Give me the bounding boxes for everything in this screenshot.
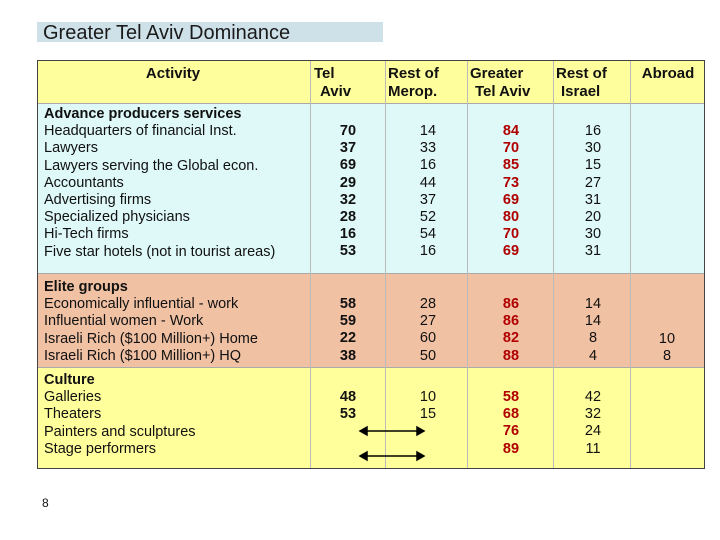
header-activity: Activity: [145, 65, 201, 82]
cell: 24: [584, 423, 602, 440]
cell: 48: [339, 389, 357, 405]
row-label: Theaters: [44, 406, 102, 423]
cell: 58: [502, 389, 520, 405]
cell: 31: [584, 243, 602, 260]
tel-aviv-values: [323, 123, 373, 261]
cell: 27: [584, 174, 602, 191]
cell: 16: [419, 157, 437, 174]
rest-israel-values: [568, 296, 618, 365]
rest-merop-values: [403, 123, 453, 261]
cell: 29: [339, 174, 357, 191]
cell: 82: [502, 330, 520, 347]
header-abroad: Abroad: [641, 65, 695, 82]
cell: 30: [584, 140, 602, 157]
arrow-head-icon: [417, 452, 424, 460]
cell: 14: [419, 123, 437, 139]
cell: 16: [339, 226, 357, 243]
cell: 68: [502, 406, 520, 423]
header-rest-merop: Rest of Merop.: [388, 65, 439, 100]
cell: 28: [339, 208, 357, 225]
dominance-table: [37, 60, 705, 469]
row-label: Galleries: [44, 389, 102, 406]
cell: 86: [502, 296, 520, 312]
cell: 15: [584, 157, 602, 174]
cell: 69: [502, 191, 520, 208]
arrow-head-icon: [417, 427, 424, 435]
group-heading: Advance producers services: [44, 106, 242, 122]
greater-tel-aviv-values: [486, 123, 536, 261]
cell: 84: [502, 123, 520, 139]
cell: 32: [584, 406, 602, 423]
row-label: Specialized physicians: [44, 209, 190, 226]
cell: 44: [419, 174, 437, 191]
cell: 8: [588, 330, 598, 347]
cell: 54: [419, 226, 437, 243]
cell: 60: [419, 330, 437, 347]
rest-israel-values: [568, 123, 618, 261]
cell: 31: [584, 191, 602, 208]
column-divider: [467, 61, 468, 468]
cell: 28: [419, 296, 437, 312]
cell: 76: [502, 423, 520, 440]
elite-groups-labels: [44, 279, 258, 365]
column-divider: [553, 61, 554, 468]
greater-tel-aviv-values: [486, 296, 536, 365]
row-label: Hi-Tech firms: [44, 226, 129, 243]
row-label: Accountants: [44, 174, 124, 191]
group-heading: Culture: [44, 372, 95, 388]
cell: 69: [339, 157, 357, 174]
double-arrows: [350, 418, 450, 468]
cell: 16: [584, 123, 602, 139]
cell: 14: [584, 296, 602, 312]
cell: 32: [339, 191, 357, 208]
cell: 73: [502, 174, 520, 191]
column-divider: [385, 61, 386, 468]
arrow-head-icon: [360, 452, 367, 460]
cell: 38: [339, 347, 357, 364]
cell: 16: [419, 243, 437, 260]
row-label: Israeli Rich ($100 Million+) HQ: [44, 347, 242, 364]
cell: 14: [584, 313, 602, 330]
cell: 10: [419, 389, 437, 405]
row-divider: [38, 273, 704, 274]
advance-producers-labels: [44, 106, 275, 261]
cell: 50: [419, 347, 437, 364]
rest-merop-values: [403, 296, 453, 365]
greater-tel-aviv-values: [486, 389, 536, 458]
row-label: Five star hotels (not in tourist areas): [44, 243, 276, 260]
arrow-head-icon: [360, 427, 367, 435]
cell: 89: [502, 440, 520, 457]
cell: 69: [502, 243, 520, 260]
cell: 10: [658, 331, 676, 347]
rest-israel-values: [568, 389, 618, 458]
cell: 70: [339, 123, 357, 139]
culture-labels: [44, 372, 196, 458]
cell: 80: [502, 208, 520, 225]
cell: 70: [502, 226, 520, 243]
cell: 27: [419, 313, 437, 330]
header-greater-tel-aviv: Greater Tel Aviv: [470, 65, 531, 100]
row-label: Advertising firms: [44, 191, 152, 208]
tel-aviv-values: [323, 296, 373, 365]
group-heading: Elite groups: [44, 279, 128, 295]
cell: 4: [588, 347, 598, 364]
row-label: Stage performers: [44, 440, 157, 457]
row-divider: [38, 367, 704, 368]
cell: 70: [502, 140, 520, 157]
column-divider: [630, 61, 631, 468]
cell: 37: [419, 191, 437, 208]
column-divider: [310, 61, 311, 468]
cell: 37: [339, 140, 357, 157]
cell: 59: [339, 313, 357, 330]
cell: 22: [339, 330, 357, 347]
cell: 53: [339, 243, 357, 260]
header-tel-aviv: Tel Aviv: [314, 65, 352, 100]
row-label: Influential women - Work: [44, 313, 204, 330]
row-label: Economically influential - work: [44, 296, 239, 313]
cell: 42: [584, 389, 602, 405]
row-label: Painters and sculptures: [44, 423, 196, 440]
cell: 15: [419, 406, 437, 423]
cell: 33: [419, 140, 437, 157]
cell: 86: [502, 313, 520, 330]
row-divider: [38, 103, 704, 104]
row-label: Lawyers: [44, 140, 98, 157]
header-rest-israel: Rest of Israel: [556, 65, 607, 100]
cell: 53: [339, 406, 357, 423]
slide-title: Greater Tel Aviv Dominance: [37, 22, 383, 42]
abroad-values: [642, 331, 692, 365]
cell: 52: [419, 208, 437, 225]
row-label: Headquarters of financial Inst.: [44, 123, 237, 140]
page-number: 8: [42, 496, 49, 510]
cell: 20: [584, 208, 602, 225]
row-label: Israeli Rich ($100 Million+) Home: [44, 330, 258, 347]
cell: 85: [502, 157, 520, 174]
cell: 11: [585, 440, 601, 457]
cell: 58: [339, 296, 357, 312]
row-label: Lawyers serving the Global econ.: [44, 157, 259, 174]
cell: 30: [584, 226, 602, 243]
cell: 8: [662, 348, 672, 365]
cell: 88: [502, 347, 520, 364]
